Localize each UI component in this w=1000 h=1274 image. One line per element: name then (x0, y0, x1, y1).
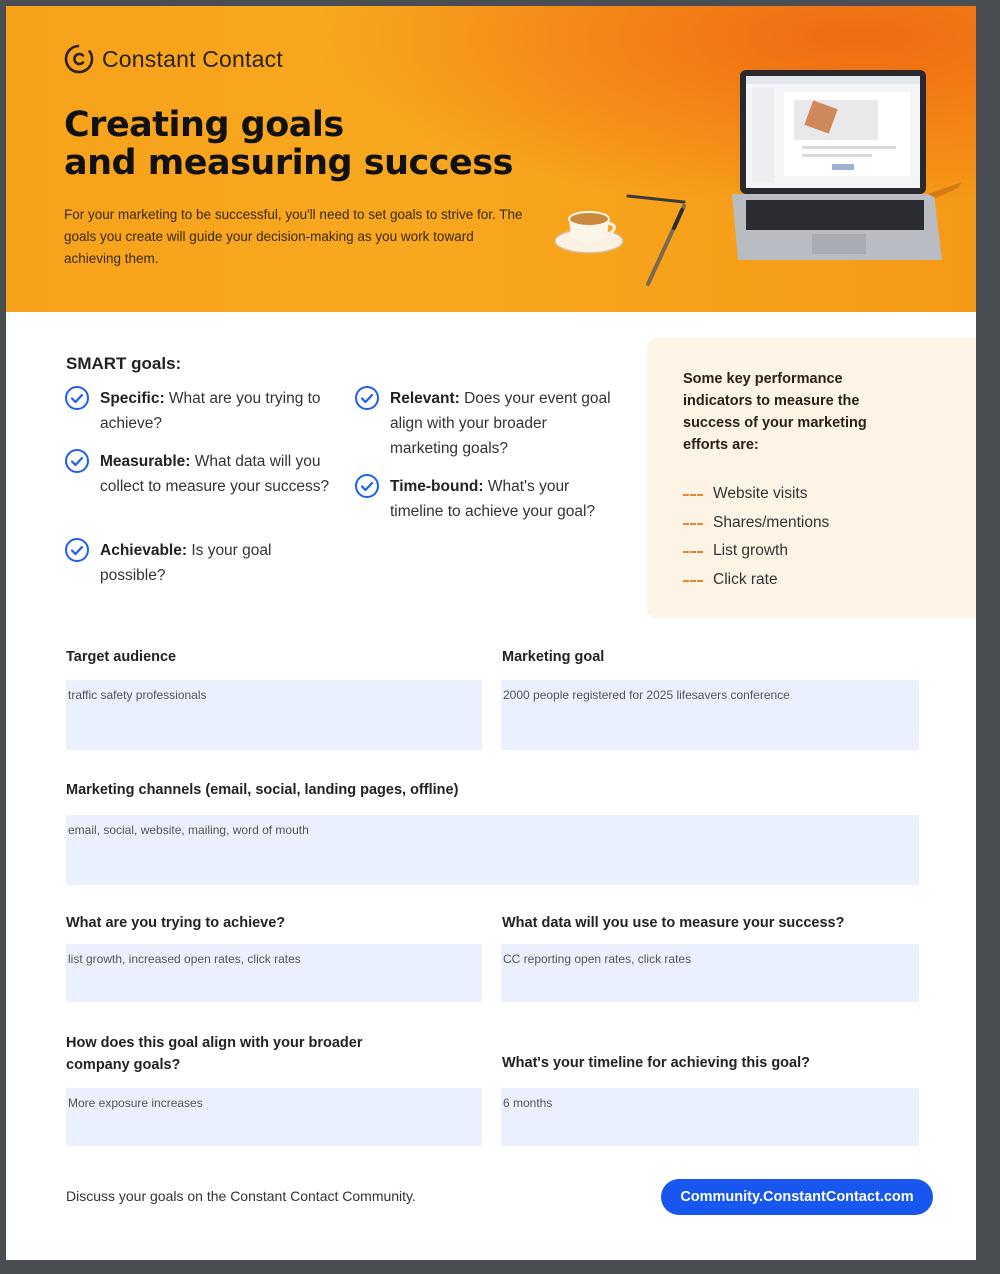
hero-banner (6, 6, 976, 312)
smart-term: Specific: (100, 390, 165, 407)
smart-description: What are you trying to achieve? (100, 390, 321, 432)
footer-text: Discuss your goals on the Constant Contact Community. (66, 1188, 416, 1204)
marketing-channels-label: Marketing channels (email, social, landing pages, offline) (66, 782, 459, 798)
check-circle-icon (64, 448, 90, 474)
marketing-goal-label: Marketing goal (502, 649, 605, 665)
kpi-item: Website visits (683, 480, 829, 509)
smart-term: Measurable: (100, 453, 191, 470)
check-circle-icon (354, 473, 380, 499)
smart-item-text (100, 386, 340, 436)
measure-field[interactable]: CC reporting open rates, click rates (501, 944, 919, 1002)
smart-description: What's your timeline to achieve your goal? (390, 478, 596, 520)
kpi-item: Shares/mentions (683, 509, 829, 538)
marketing-channels-field[interactable]: email, social, website, mailing, word of mouth (66, 815, 919, 885)
title-line-2: and measuring success (64, 143, 513, 183)
smart-item-text (390, 474, 614, 524)
check-circle-icon (354, 385, 380, 411)
smart-item-text (100, 538, 314, 588)
timeline-label: What's your timeline for achieving this goal? (502, 1055, 810, 1071)
constant-contact-logo-icon (64, 44, 94, 74)
smart-description: Does your event goal align with your broader marketing goals? (390, 390, 611, 457)
smart-item-text (390, 386, 614, 461)
achieve-field[interactable]: list growth, increased open rates, click rates (66, 944, 482, 1002)
timeline-field[interactable]: 6 months (501, 1088, 919, 1146)
smart-term: Time-bound: (390, 478, 484, 495)
smart-description: Is your goal possible? (100, 542, 272, 584)
page-title (64, 106, 513, 182)
measure-label: What data will you use to measure your success? (502, 915, 845, 931)
kpi-title: Some key performance indicators to measure the success of your marketing efforts are: (683, 371, 867, 453)
kpi-callout (647, 338, 976, 618)
marketing-goal-field[interactable]: 2000 people registered for 2025 lifesavers conference (501, 680, 919, 750)
target-audience-field[interactable]: traffic safety professionals (66, 680, 482, 750)
smart-item-time-bound (354, 474, 614, 524)
smart-goals-title: SMART goals: (66, 354, 182, 373)
title-line-1: Creating goals (64, 105, 344, 145)
smart-item-measurable (64, 449, 330, 499)
brand-logo (64, 44, 283, 74)
smart-item-relevant (354, 386, 614, 461)
kpi-list (683, 480, 829, 594)
laptop-image (732, 70, 962, 270)
kpi-item: List growth (683, 537, 829, 566)
smart-item-specific (64, 386, 340, 436)
flyer-page (6, 6, 976, 1260)
smart-item-achievable (64, 538, 314, 588)
target-audience-label: Target audience (66, 649, 177, 665)
brand-name: Constant Contact (102, 45, 283, 72)
achieve-label: What are you trying to achieve? (66, 915, 286, 931)
intro-paragraph: For your marketing to be successful, you'll need to set goals to strive for. The goals you create will guide your decision-making as you work toward achieving them. (64, 207, 523, 266)
pen-image (626, 192, 696, 292)
align-field[interactable]: More exposure increases (66, 1088, 482, 1146)
smart-term: Achievable: (100, 542, 188, 559)
align-label: How does this goal align with your broader company goals? (66, 1035, 363, 1073)
smart-term: Relevant: (390, 390, 460, 407)
check-circle-icon (64, 385, 90, 411)
kpi-item: Click rate (683, 566, 829, 595)
community-link-button[interactable]: Community.ConstantContact.com (661, 1179, 933, 1215)
check-circle-icon (64, 537, 90, 563)
smart-item-text (100, 449, 330, 499)
smart-description: What data will you collect to measure your success? (100, 453, 330, 495)
